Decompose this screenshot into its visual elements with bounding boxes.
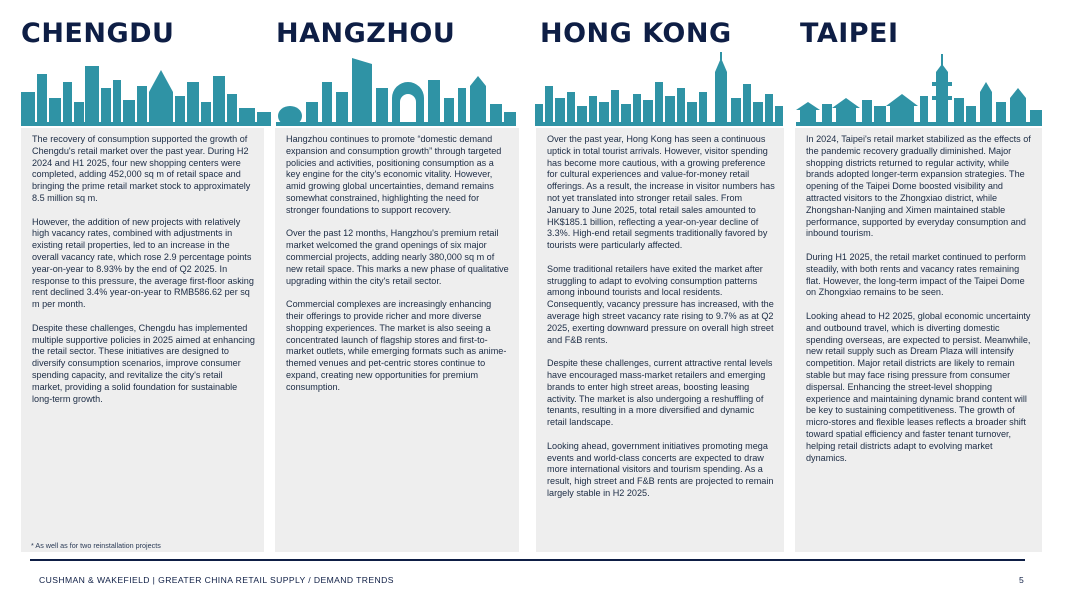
page-number: 5 <box>1019 575 1024 585</box>
hangzhou-paragraph: Commercial complexes are increasingly enhancing their offerings to provide richer and more diverse shopping experiences. The market is also seeing a concentrated launch of flagship stores and first-to-market outlets, while emerging formats such as anime-themed venues and pet-centric stores continue to expand, creating new opportunities for premium consumption. <box>286 299 507 392</box>
hangzhou-panel <box>275 128 519 552</box>
footer-title: CUSHMAN & WAKEFIELD | GREATER CHINA RETAIL SUPPLY / DEMAND TRENDS <box>39 575 394 585</box>
footnote: * As well as for two reinstallation projects <box>31 541 161 550</box>
hong-kong-panel <box>536 128 784 552</box>
taipei-paragraph: During H1 2025, the retail market continued to perform steadily, with both rents and vacancy rates remaining flat. However, the long-term impact of the Taipei Dome on Zhongxiao remains to be seen. <box>806 251 1026 298</box>
chengdu-paragraph: Despite these challenges, Chengdu has implemented multiple supportive policies in 2025 aimed at enhancing the retail sector. These initiatives are designed to diversify consumption scenarios, improve consumer spending capacity, and revitalize the city's retail market, providing a solid foundation for sustainable long-term growth. <box>32 322 255 404</box>
hangzhou-skyline-illustration <box>276 52 516 126</box>
hong-kong-paragraph: Some traditional retailers have exited the market after struggling to adapt to evolving consumption patterns among inbound tourists and local residents. Consequently, vacancy pressure has increased, with the average high street vacancy rate rising to 9.7% as at Q2 2025, exerting downward pressure on overall high street and F&B rents. <box>547 263 774 345</box>
hong-kong-paragraph: Despite these challenges, current attractive rental levels have encouraged mass-market retailers and emerging brands to enter high street areas, boosting leasing activity. The market is also undergoing a reshuffling of tenants, resulting in a more diversified and dynamic retail landscape. <box>547 358 773 428</box>
city-heading-taipei: TAIPEI <box>800 18 899 49</box>
chengdu-paragraph: The recovery of consumption supported the growth of Chengdu's retail market over the past year. During H2 2024 and H1 2025, four new shopping centers were completed, adding 452,000 sq m of retail space and bringing the prime retail market stock to approximately 8.5 million sq m. <box>32 134 251 203</box>
taipei-paragraph: In 2024, Taipei's retail market stabilized as the effects of the pandemic recovery gradually diminished. Major shopping districts returned to regular activity, while brands adopted longer-term expansion strategies. The opening of the Taipei Dome boosted visibility and attracted visitors to the Zhongxiao district, while Zhongshan-Nanjing and Ximen maintained stable performance, supported by everyday consumption and inbound tourism. <box>806 134 1031 239</box>
city-heading-hong-kong: HONG KONG <box>540 18 732 49</box>
hong-kong-paragraph: Over the past year, Hong Kong has seen a continuous uptick in total tourist arrivals. However, visitor spending has become more cautious, with a growing preference for cultural experiences and value-for-money retail offerings. As a result, the increase in visitor numbers has not yet translated into stronger retail sales. From January to June 2025, total retail sales amounted to HK$185.1 billion, reflecting a year-on-year decline of 3.3%. High-end retail segments traditionally favored by tourists were particularly affected. <box>547 134 775 251</box>
chengdu-panel <box>21 128 264 552</box>
footer-divider <box>30 559 1025 561</box>
city-heading-hangzhou: HANGZHOU <box>276 18 456 49</box>
taipei-skyline-illustration <box>796 52 1042 126</box>
taipei-panel <box>795 128 1042 552</box>
taipei-paragraph: Looking ahead to H2 2025, global economic uncertainty and outbound travel, which is diverting domestic spending overseas, are expected to persist. Meanwhile, new retail supply such as Dream Plaza will intensify competition. Major retail districts are likely to remain stable but may face rising pressure from consumer dispersal. Enhancing the street-level shopping experience and maintaining dynamic brand content will be key to sustaining competitiveness. The growth of micro-stores and flexible leases reflects a broader shift toward spatial efficiency and faster tenant turnover, helping retail districts adapt to evolving market dynamics. <box>806 310 1031 463</box>
chengdu-skyline-illustration <box>21 52 271 126</box>
hong-kong-paragraph: Looking ahead, government initiatives promoting mega events and world-class concerts are expected to draw more international visitors and tourism spending. As a result, high street and F&B rents are projected to remain largely stable in H2 2025. <box>547 440 774 498</box>
hangzhou-paragraph: Hangzhou continues to promote “domestic demand expansion and consumption growth” through targeted policies and activities, positioning consumption as a key engine for the city's economic vitality. However, amid growing global uncertainties, demand remains somewhat constrained, highlighting the need for stronger foundations to support recovery. <box>286 134 502 215</box>
hangzhou-paragraph: Over the past 12 months, Hangzhou's premium retail market welcomed the grand openings of six major commercial projects, adding nearly 380,000 sq m of new retail space. This marks a new phase of qualitative upgrading within the city's retail sector. <box>286 228 509 286</box>
hong-kong-skyline-illustration <box>535 52 783 126</box>
city-heading-chengdu: CHENGDU <box>21 18 175 49</box>
chengdu-paragraph: However, the addition of new projects with relatively high vacancy rates, combined with adjustments in existing retail properties, led to an increase in the overall vacancy rate, which rose 2.9 percentage points year-on-year to 8.93% by the end of Q2 2025. In response to this pressure, the average first-floor asking rent declined 3.4% year-on-year to RMB586.62 per sq m per month. <box>32 216 254 310</box>
